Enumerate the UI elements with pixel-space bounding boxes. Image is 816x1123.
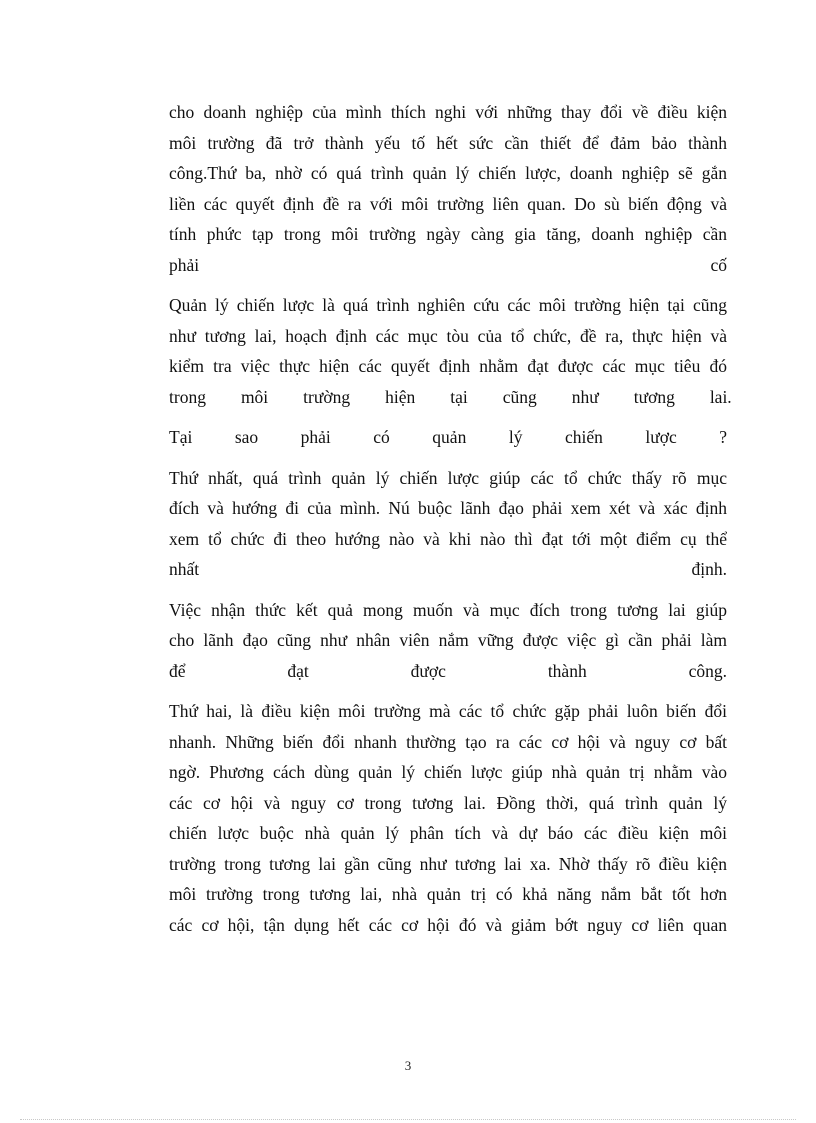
- text-line: công.Thứ ba, nhờ có quá trình quản lý chiến lược, doanh nghiệp sẽ gắn: [169, 163, 727, 183]
- text-line: xem tổ chức đi theo hướng nào và khi nào thì đạt tới một điểm cụ thể: [169, 528, 727, 549]
- text-line: cho lãnh đạo cũng như nhân viên nắm vững được việc gì cần phải làm: [169, 630, 727, 650]
- text-line: Quản lý chiến lược là quá trình nghiên cứu các môi trường hiện tại cũng: [169, 295, 727, 315]
- text-line: như tương lai, hoạch định các mục tòu của tổ chức, đề ra, thực hiện và: [169, 325, 727, 346]
- text-line: các cơ hội, tận dụng hết các cơ hội đó và giảm bớt nguy cơ liên quan: [169, 914, 727, 935]
- text-line: trường trong tương lai gần cũng như tương lai xa. Nhờ thấy rõ điều kiện: [169, 853, 727, 874]
- text-line: liền các quyết định đề ra với môi trường liên quan. Do sù biến động và: [169, 193, 727, 214]
- text-line: phải cố: [169, 254, 727, 275]
- text-line: trong môi trường hiện tại cũng như tương lai.: [169, 386, 732, 407]
- text-line: nhất định.: [169, 559, 727, 579]
- paragraph-heading-question: [169, 422, 727, 453]
- paragraph-3: [169, 463, 727, 585]
- text-line: tính phức tạp trong môi trường ngày càng gia tăng, doanh nghiệp cần: [169, 224, 727, 244]
- page-number: 3: [404, 1058, 412, 1073]
- text-line: các cơ hội và nguy cơ trong tương lai. Đồng thời, quá trình quản lý: [169, 792, 727, 813]
- text-line: ngờ. Phương cách dùng quản lý chiến lược giúp nhà quản trị nhằm vào: [169, 762, 727, 782]
- text-line: kiểm tra việc thực hiện các quyết định nhằm đạt được các mục tiêu đó: [169, 356, 727, 376]
- paragraph-2: [169, 290, 732, 412]
- text-line: Tại sao phải có quản lý chiến lược ?: [169, 427, 727, 447]
- text-line: môi trường trong tương lai, nhà quản trị có khả năng nắm bắt tốt hơn: [169, 884, 727, 904]
- text-line: đích và hướng đi của mình. Nú buộc lãnh đạo phải xem xét và xác định: [169, 498, 727, 518]
- document-body: [169, 97, 732, 950]
- page-bottom-divider: [20, 1119, 796, 1120]
- text-line: để đạt được thành công.: [169, 660, 727, 681]
- text-line: Việc nhận thức kết quả mong muốn và mục đích trong tương lai giúp: [169, 599, 727, 620]
- text-line: Thứ hai, là điều kiện môi trường mà các tổ chức gặp phải luôn biến đổi: [169, 701, 727, 721]
- text-line: nhanh. Những biến đổi nhanh thường tạo ra các cơ hội và nguy cơ bất: [169, 731, 727, 752]
- text-line: cho doanh nghiệp của mình thích nghi với những thay đổi về điều kiện: [169, 102, 727, 122]
- paragraph-4: [169, 595, 727, 687]
- paragraph-1: [169, 97, 727, 280]
- text-line: Thứ nhất, quá trình quản lý chiến lược giúp các tổ chức thấy rõ mục: [169, 467, 727, 488]
- text-line: chiến lược buộc nhà quản lý phân tích và dự báo các điều kiện môi: [169, 823, 727, 843]
- text-line: môi trường đã trở thành yếu tố hết sức cần thiết để đảm bảo thành: [169, 132, 727, 153]
- paragraph-5: [169, 696, 727, 940]
